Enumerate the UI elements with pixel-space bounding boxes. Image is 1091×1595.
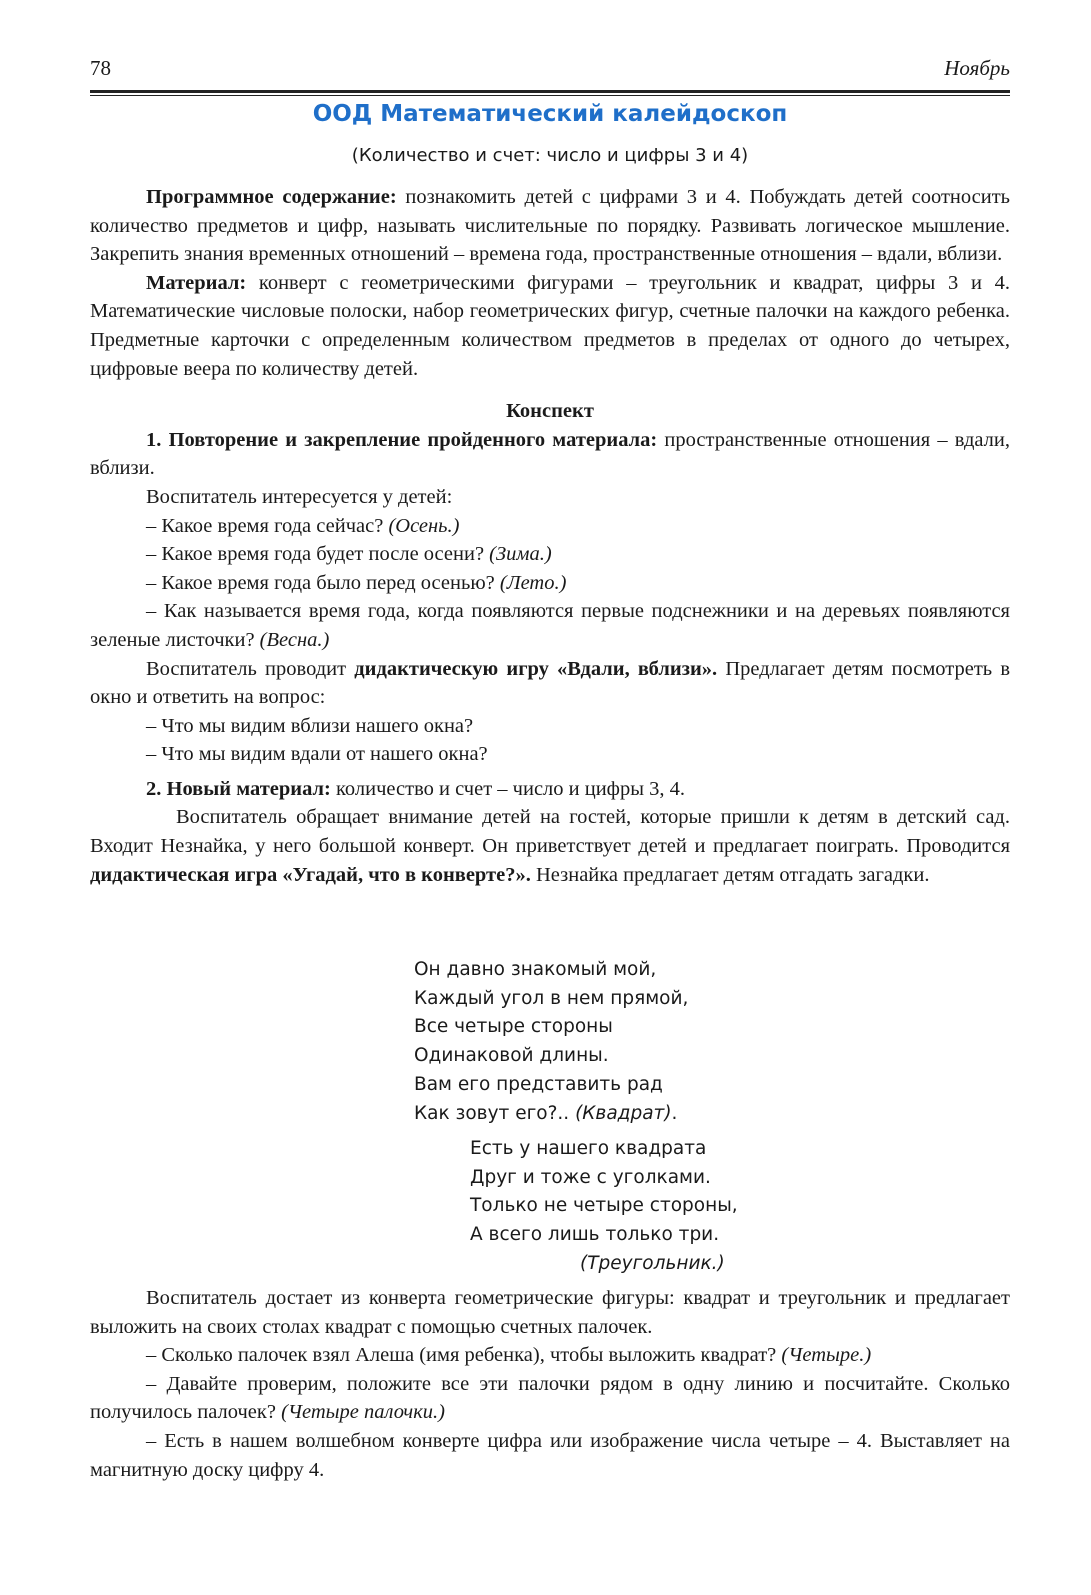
lesson-subtitle: (Количество и счет: число и цифры 3 и 4) [351,145,749,166]
question-5: – Что мы видим вблизи нашего окна? [146,714,474,737]
program-text: познакомить детей с цифрами 3 и 4. Побуждать детей соотносить количество предметов и цифр, называть числительные по порядку. Развивать логическое мышление. Закрепить знания временных отношений – времена года, пространственные отношения – вдали, вблизи. [90,186,1011,266]
game2-paragraph [90,803,1010,889]
material-text: конверт с геометрическими фигурами – треугольник и квадрат, цифры 3 и 4. Математические числовые полоски, набор геометрических фигур, счетные палочки на каждого ребенка. Предметные карточки с определенным количеством предметов в пределах от одного до четырех, цифровые веера по количеству детей. [90,271,1010,380]
poem-line: Каждый угол в нем прямой, [414,987,689,1009]
poem-answer: (Треугольник.) [580,1252,725,1274]
question-4 [90,597,1010,654]
poem-line: А всего лишь только три. [470,1224,720,1246]
poem-answer: (Квадрат) [575,1102,672,1124]
closing-paragraph: Воспитатель достает из конверта геометрические фигуры: квадрат и треугольник и предлагает выложить на своих столах квадрат с помощью счетных палочек. [90,1287,1010,1338]
answer-text: (Четыре палочки.) [281,1401,445,1424]
program-label: Программное содержание: [146,186,397,208]
riddle-square [414,956,688,1128]
header-rule [90,90,1010,93]
question-text: – Какое время года сейчас? [146,514,389,537]
question-text: – Какое время года будет после осени? [146,543,490,566]
page-header [90,56,1010,86]
game1-name: дидактическую игру «Вдали, вблизи». [354,657,718,680]
section2-label: 2. Новый материал: [146,777,331,800]
section1-label: 1. Повторение и закрепление пройденного материала: [146,428,658,451]
question-text: – Как называется время года, когда появляются первые подснежники и на деревьях появляются зеленые листочки? [90,600,1010,651]
game2-pre: Воспитатель обращает внимание детей на гостей, которые пришли к детям в детский сад. Входит Незнайка, у него большой конверт. Он приветствует детей и предлагает поиграть. Проводится [90,806,1010,858]
material-label: Материал: [146,271,247,294]
question-8 [90,1370,1010,1427]
answer-text: (Лето.) [499,571,567,594]
riddle-triangle [470,1135,738,1279]
lesson-title: ООД Математический калейдоскоп [312,101,788,127]
game1-paragraph [90,655,1010,712]
game1-post: Предлагает детям посмотреть в окно и ответить на вопрос: [90,657,1010,709]
question-text: – Сколько палочек взял Алеша (имя ребенка), чтобы выложить квадрат? [146,1344,782,1367]
closing-text [90,1284,1010,1484]
poem-line: Он давно знакомый мой, [414,959,657,980]
answer-text: (Весна.) [259,628,330,651]
poem-line: Все четыре стороны [414,1016,613,1038]
question-3 [90,569,1010,598]
program-paragraph [90,183,1010,269]
header-rule-thin [90,95,1010,96]
section1-text: пространственные отношения – вдали, вблизи. [90,428,1011,480]
game2-post: Незнайка предлагает детям отгадать загадки. [530,863,930,886]
question-1 [90,512,1010,541]
game2-name: дидактическая игра «Угадай, что в конверте?». [90,863,531,886]
section2-paragraph [90,775,1010,804]
material-paragraph [90,269,1010,383]
answer-text: (Зима.) [489,543,552,566]
poem-punct: . [671,1102,678,1124]
poem-line: Вам его представить рад [414,1073,663,1095]
question-7 [90,1341,1010,1370]
question-6: – Что мы видим вдали от нашего окна? [146,743,488,766]
answer-text: (Осень.) [388,514,460,537]
konspekt-heading: Конспект [506,400,594,423]
section2-text: количество и счет – число и цифры 3, 4. [330,777,685,800]
answer-text: (Четыре.) [781,1344,872,1367]
question-text: – Давайте проверим, положите все эти палочки рядом в одну линию и посчитайте. Сколько получилось палочек? [90,1372,1010,1424]
main-text [90,183,1010,889]
poem-line: Только не четыре стороны, [470,1195,738,1217]
poem-line: Друг и тоже с уголками. [470,1166,711,1188]
poem-text: Как зовут его?.. [414,1102,576,1124]
question-2 [90,540,1010,569]
question-9: – Есть в нашем волшебном конверте цифра или изображение числа четыре – 4. Выставляет на магнитную доску цифру 4. [90,1429,1010,1481]
running-title: Ноябрь [944,56,1010,80]
page-number: 78 [90,56,111,80]
question-text: – Какое время года было перед осенью? [146,571,500,594]
section1-paragraph [90,426,1010,483]
poem-line [414,1100,688,1129]
interest-paragraph: Воспитатель интересуется у детей: [146,485,453,508]
poem-line: Одинаковой длины. [414,1045,609,1067]
poem-line: Есть у нашего квадрата [470,1138,707,1159]
game1-pre: Воспитатель проводит [146,657,355,680]
